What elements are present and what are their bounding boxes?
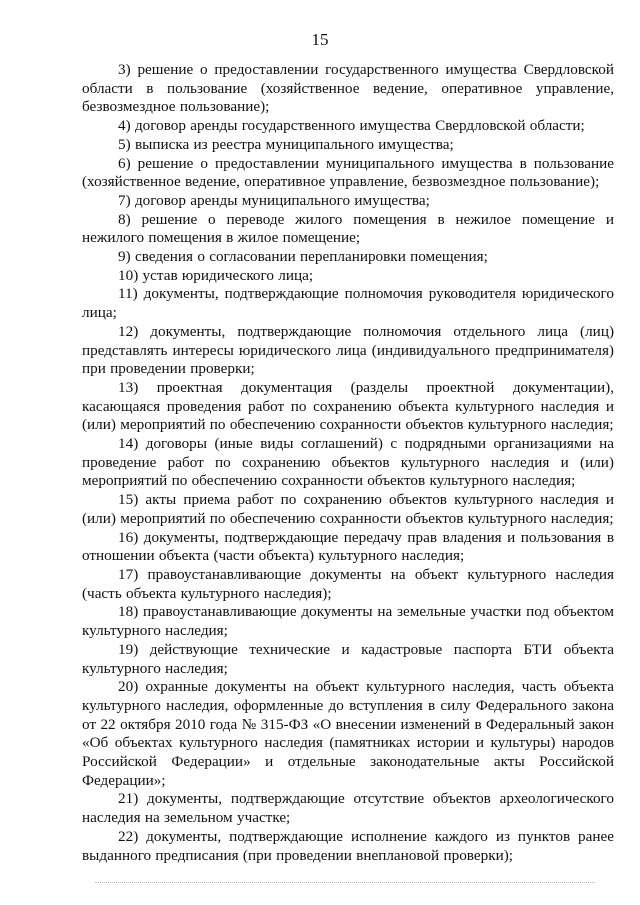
page-number: 15 [311,30,329,49]
document-body [82,61,614,865]
footer-divider [95,882,595,883]
list-item: 12) документы, подтверждающие полномочия отдельного лица (лиц) представлять интересы юридического лица (индивидуального предпринимателя) при проведении проверки; [82,322,614,378]
list-item: 7) договор аренды муниципального имущества; [118,191,430,209]
list-item: 6) решение о предоставлении муниципального имущества в пользование (хозяйственное ведение, оперативное управление, безвозмездное пользование); [82,154,614,191]
list-item: 11) документы, подтверждающие полномочия руководителя юридического лица; [82,285,614,322]
list-item: 22) документы, подтверждающие исполнение каждого из пунктов ранее выданного предписания (при проведении внеплановой проверки); [82,827,614,864]
list-item: 8) решение о переводе жилого помещения в нежилое помещение и нежилого помещения в жилое помещение; [82,210,614,247]
list-item: 15) акты приема работ по сохранению объектов культурного наследия и (или) мероприятий по обеспечению сохранности объектов культурного наследия; [82,491,614,527]
list-item: 14) договоры (иные виды соглашений) с подрядными организациями на проведение работ по сохранению объектов культурного наследия и (или) мероприятий по обеспечению сохранности объектов культурного наследия; [82,435,614,490]
list-item: 5) выписка из реестра муниципального имущества; [118,135,454,153]
list-item: 3) решение о предоставлении государственного имущества Свердловской области в пользование (хозяйственное ведение, оперативное управление, безвозмездное пользование); [82,61,614,116]
list-item: 19) действующие технические и кадастровые паспорта БТИ объекта культурного наследия; [82,640,614,677]
list-item: 4) договор аренды государственного имущества Свердловской области; [118,117,585,135]
list-item: 13) проектная документация (разделы проектной документации), касающаяся проведения работ по сохранению объекта культурного наследия и (или) мероприятий по обеспечению сохранности объектов культурного наследия; [82,378,614,434]
list-item: 20) охранные документы на объект культурного наследия, часть объекта культурного наследия, оформленные до вступления в силу Федерального закона от 22 октября 2010 года № 315-ФЗ «О внесении изменений в Федеральный закон «Об объектах культурного наследия (памятниках истории и культуры) народов Российской Федерации» и отдельные законодательные акты Российской Федерации»; [82,678,614,789]
list-item: 18) правоустанавливающие документы на земельные участки под объектом культурного наследия; [82,603,614,640]
list-item: 9) сведения о согласовании перепланировки помещения; [118,248,488,266]
list-item: 21) документы, подтверждающие отсутствие объектов археологического наследия на земельном участке; [82,790,614,827]
list-item: 10) устав юридического лица; [118,266,314,284]
list-item: 17) правоустанавливающие документы на объект культурного наследия (часть объекта культурного наследия); [82,565,614,602]
list-item: 16) документы, подтверждающие передачу прав владения и пользования в отношении объекта (части объекта) культурного наследия; [82,528,614,565]
